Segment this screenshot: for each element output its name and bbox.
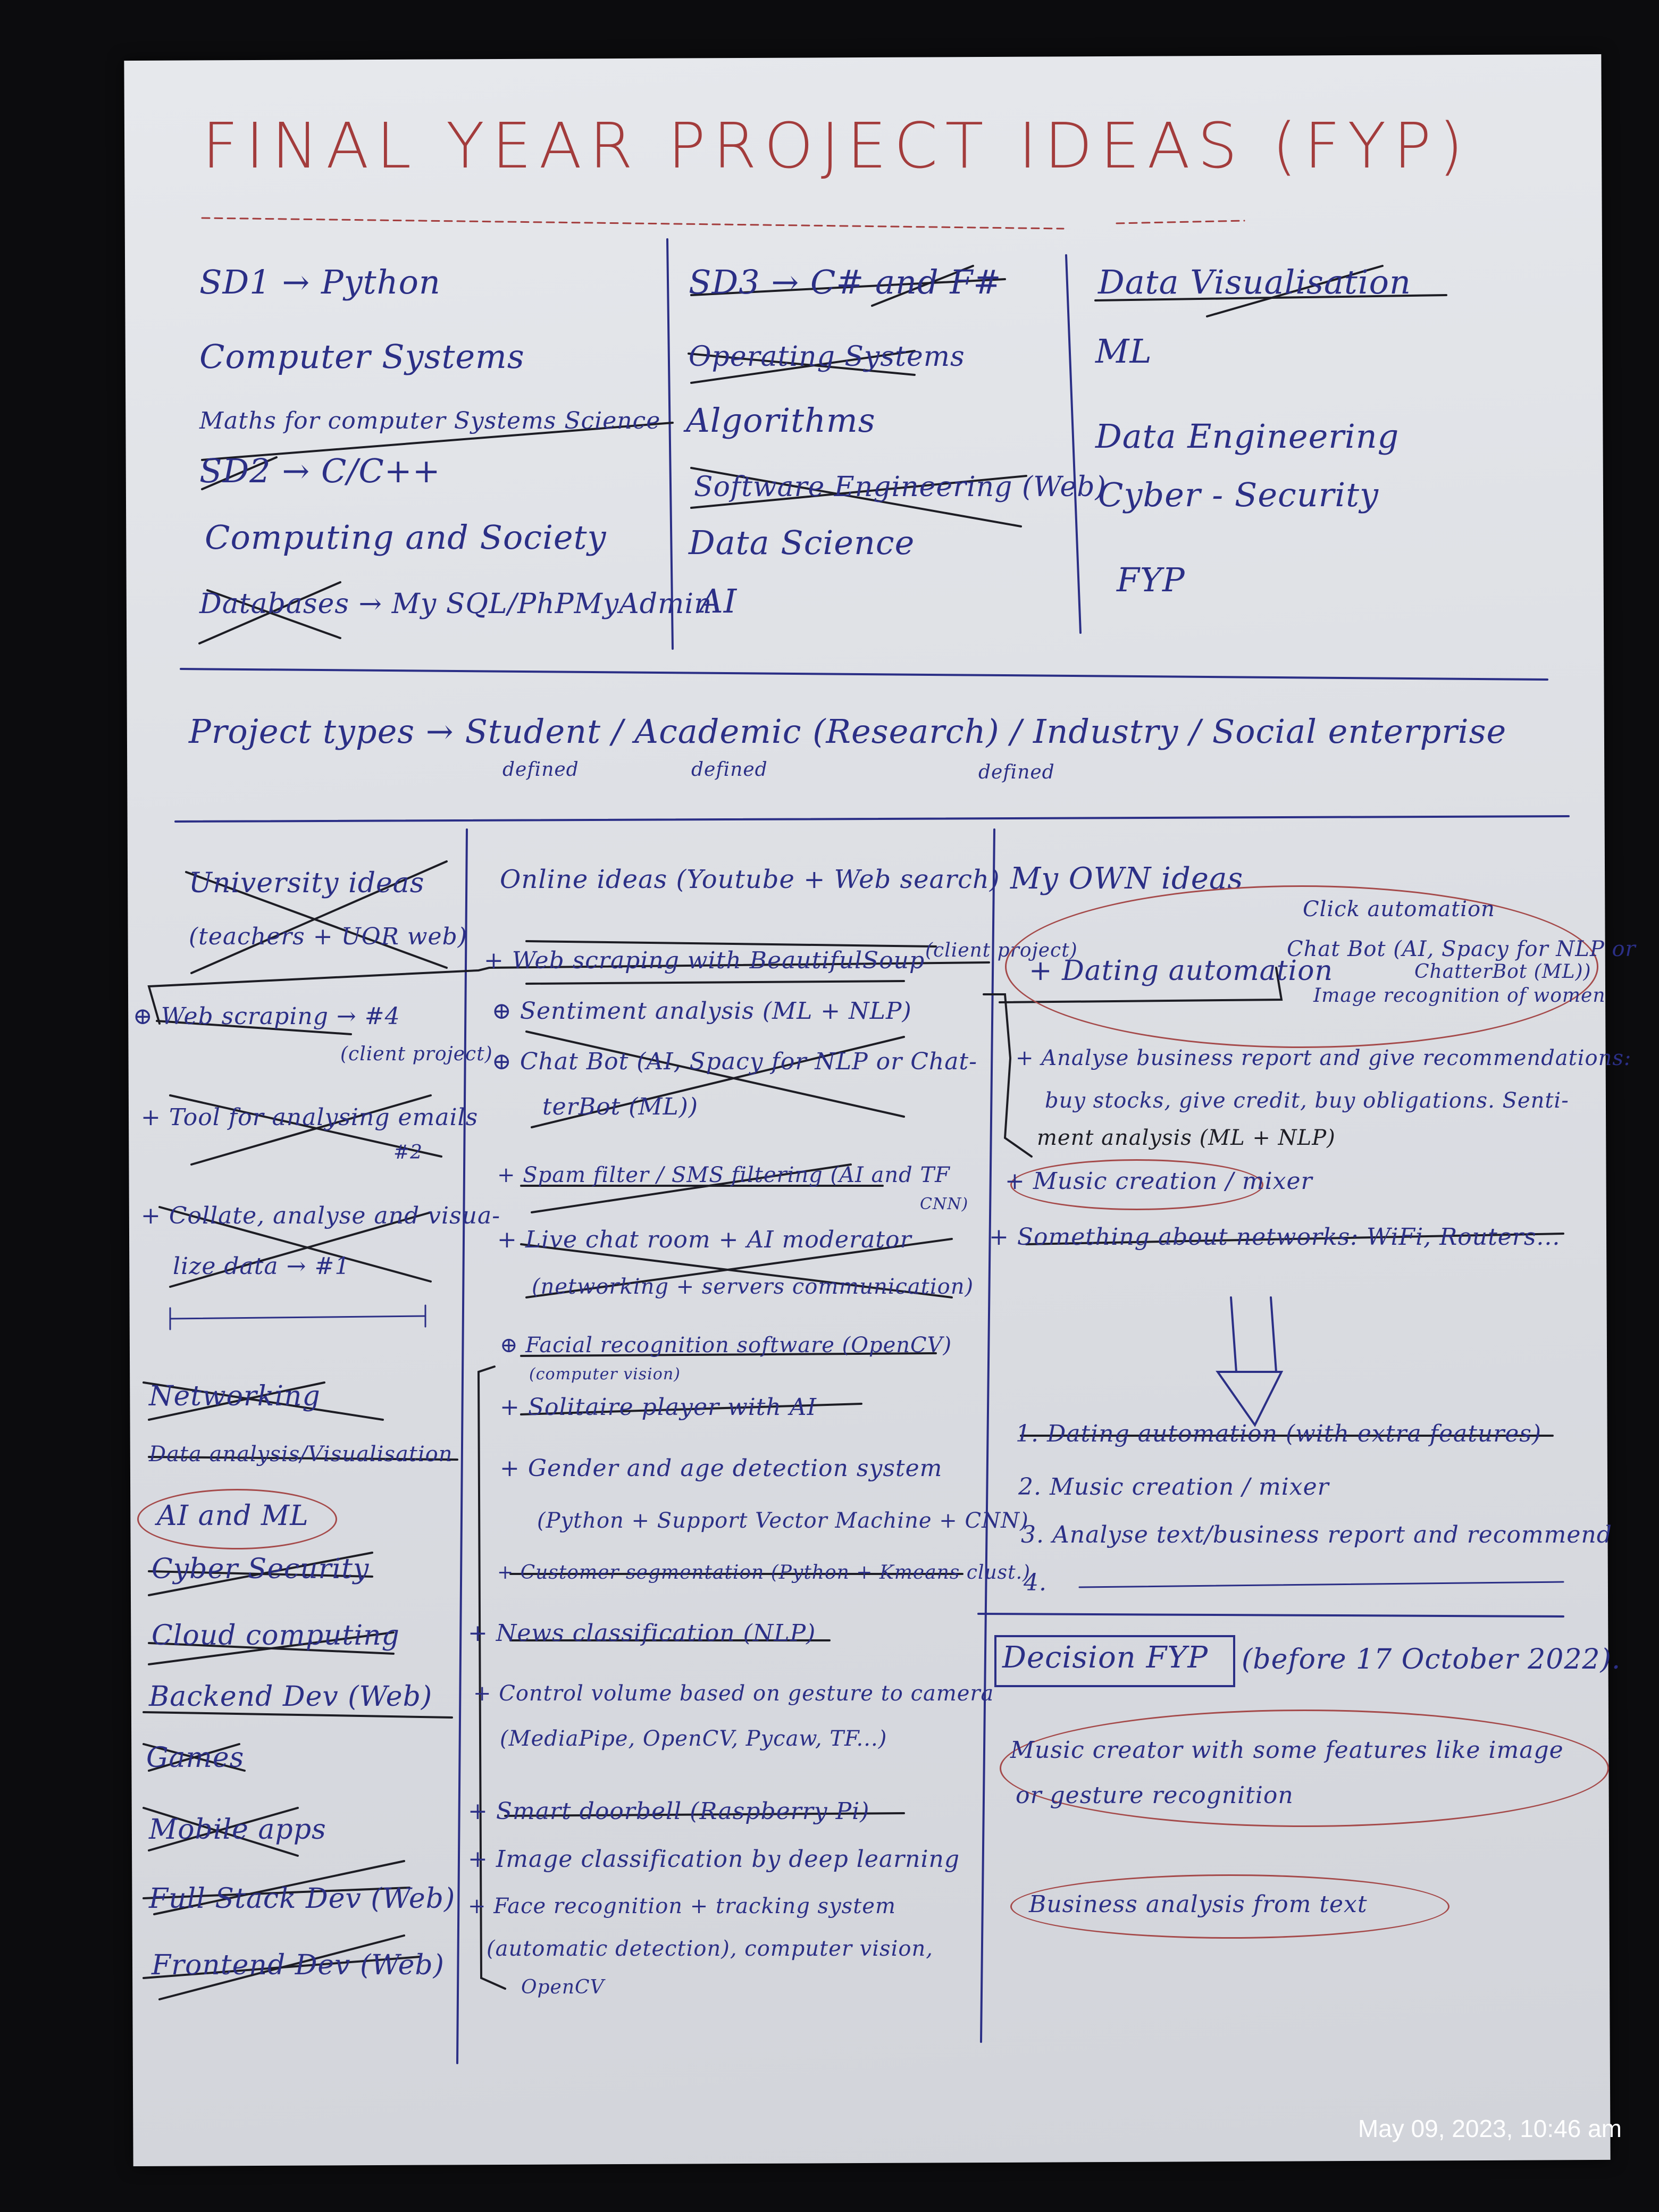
- own-analyse-3: ment analysis (ML + NLP): [1037, 1126, 1336, 1150]
- project-type-sub-1: defined: [502, 759, 579, 781]
- own-network: + Something about networks: WiFi, Routers...: [989, 1224, 1561, 1251]
- module-algorithms: Algorithms: [686, 401, 876, 440]
- online-item-gender-2: (Python + Support Vector Machine + CNN): [537, 1509, 1029, 1533]
- own-analyse-1: + Analyse business report and give recommendations:: [1016, 1046, 1632, 1070]
- online-item-facial-2: (computer vision): [529, 1365, 681, 1384]
- topic-frontend: Frontend Dev (Web): [152, 1949, 445, 1981]
- topic-ai-ml: AI and ML: [157, 1500, 309, 1532]
- online-item-chat-room-2: (networking + servers communication): [532, 1275, 974, 1299]
- topic-full-stack: Full Stack Dev (Web): [149, 1883, 456, 1915]
- project-type-sub-3: defined: [978, 761, 1055, 783]
- university-subheading: (teachers + UOR web): [189, 923, 467, 950]
- own-ranked-2: 2. Music creation / mixer: [1018, 1473, 1329, 1501]
- own-music: + Music creation / mixer: [1005, 1168, 1313, 1195]
- university-collate-1: + Collate, analyse and visua-: [141, 1202, 501, 1229]
- online-heading: Online ideas (Youtube + Web search): [500, 865, 1000, 894]
- online-item-sentiment: ⊕ Sentiment analysis (ML + NLP): [492, 998, 912, 1025]
- module-data-science: Data Science: [689, 523, 915, 562]
- university-client-project: (client project): [340, 1043, 493, 1065]
- topic-games: Games: [146, 1742, 245, 1774]
- university-web-scraping: ⊕ Web scraping → #4: [133, 1003, 400, 1030]
- project-types: Project types → Student / Academic (Research) / Industry / Social enterprise: [189, 712, 1507, 751]
- own-bubble-chatbot: Chat Bot (AI, Spacy for NLP or: [1287, 937, 1636, 961]
- topic-data-analysis: Data analysis/Visualisation: [149, 1442, 453, 1467]
- own-heading: My OWN ideas: [1010, 861, 1244, 896]
- university-collate-2: lize data → #1: [173, 1253, 350, 1280]
- topic-cloud-computing: Cloud computing: [152, 1620, 400, 1652]
- module-software-engineering: Software Engineering (Web): [694, 471, 1107, 503]
- project-type-sub-2: defined: [691, 759, 768, 781]
- module-data-visualisation: Data Visualisation: [1098, 263, 1411, 301]
- online-item-gender-1: + Gender and age detection system: [500, 1455, 943, 1482]
- online-item-volume-2: (MediaPipe, OpenCV, Pycaw, TF...): [500, 1727, 887, 1751]
- online-item-news: + News classification (NLP): [468, 1620, 816, 1647]
- online-item-chatbot-1: ⊕ Chat Bot (AI, Spacy for NLP or Chat-: [492, 1048, 977, 1075]
- module-computing-society: Computing and Society: [205, 518, 607, 557]
- online-item-volume-1: + Control volume based on gesture to camera: [473, 1681, 994, 1706]
- online-item-facial-1: ⊕ Facial recognition software (OpenCV): [500, 1333, 952, 1358]
- own-ranked-1: 1. Dating automation (with extra features): [1016, 1420, 1542, 1447]
- decision-choice-1b: or gesture recognition: [1016, 1782, 1294, 1809]
- decision-choice-2: Business analysis from text: [1029, 1891, 1368, 1918]
- online-item-face-3: OpenCV: [521, 1976, 605, 1998]
- online-item-web-scraping: + Web scraping with BeautifulSoup: [484, 947, 925, 974]
- online-item-doorbell: + Smart doorbell (Raspberry Pi): [468, 1798, 870, 1825]
- module-sd2: SD2 → C/C++: [199, 451, 441, 490]
- own-ranked-4: 4.: [1024, 1569, 1047, 1596]
- module-sd1: SD1 → Python: [199, 263, 441, 301]
- module-sd3: SD3 → C# and F#: [689, 263, 1002, 301]
- online-item-spam: + Spam filter / SMS filtering (AI and TF: [497, 1163, 950, 1187]
- own-analyse-2: buy stocks, give credit, buy obligations. Senti-: [1045, 1088, 1569, 1113]
- online-item-solitaire: + Solitaire player with AI: [500, 1394, 817, 1421]
- topic-backend-dev: Backend Dev (Web): [149, 1681, 433, 1713]
- decision-choice-1a: Music creator with some features like image: [1010, 1737, 1564, 1764]
- online-item-chat-room-1: + Live chat room + AI moderator: [497, 1226, 912, 1253]
- own-bubble-click: Click automation: [1303, 897, 1495, 921]
- topic-mobile-apps: Mobile apps: [149, 1814, 326, 1846]
- photo-timestamp: May 09, 2023, 10:46 am: [1358, 2115, 1622, 2142]
- decision-label: Decision FYP: [1002, 1640, 1209, 1675]
- module-fyp: FYP: [1117, 560, 1185, 599]
- module-data-engineering: Data Engineering: [1095, 417, 1400, 456]
- online-item-face-1: + Face recognition + tracking system: [468, 1894, 896, 1918]
- decision-choice-1-oval: [1000, 1710, 1609, 1827]
- topic-cyber-security: Cyber Security: [152, 1553, 370, 1585]
- page-title: FINAL YEAR PROJECT IDEAS (FYP): [202, 109, 1471, 182]
- module-ai: AI: [699, 582, 738, 621]
- topic-networking: Networking: [149, 1380, 321, 1412]
- online-client-project: (client project): [925, 940, 1078, 961]
- own-bubble-chatterbot: ChatterBot (ML)): [1414, 961, 1591, 983]
- own-dating: + Dating automation: [1029, 955, 1333, 987]
- decision-date: (before 17 October 2022).: [1242, 1644, 1621, 1675]
- module-computer-systems: Computer Systems: [199, 337, 525, 376]
- module-ml: ML: [1095, 332, 1152, 371]
- module-cyber-security: Cyber - Security: [1098, 475, 1379, 514]
- university-heading: University ideas: [189, 867, 425, 899]
- own-bubble-image: Image recognition of women: [1313, 985, 1606, 1007]
- online-item-spam-cnn: CNN): [920, 1195, 969, 1213]
- online-item-image-class: + Image classification by deep learning: [468, 1846, 960, 1873]
- module-maths: Maths for computer Systems Science: [199, 407, 661, 434]
- online-item-face-2: (automatic detection), computer vision,: [487, 1937, 933, 1961]
- own-ranked-3: 3. Analyse text/business report and recommend: [1021, 1521, 1612, 1548]
- university-tool: + Tool for analysing emails: [141, 1104, 479, 1131]
- module-operating-systems: Operating Systems: [689, 341, 965, 373]
- online-item-customer: + Customer segmentation (Python + Kmeans clust.): [497, 1562, 1031, 1583]
- module-databases: Databases → My SQL/PhPMyAdmin: [199, 588, 713, 620]
- university-tool-num: #2: [393, 1142, 423, 1163]
- online-item-chatbot-2: terBot (ML)): [542, 1093, 699, 1120]
